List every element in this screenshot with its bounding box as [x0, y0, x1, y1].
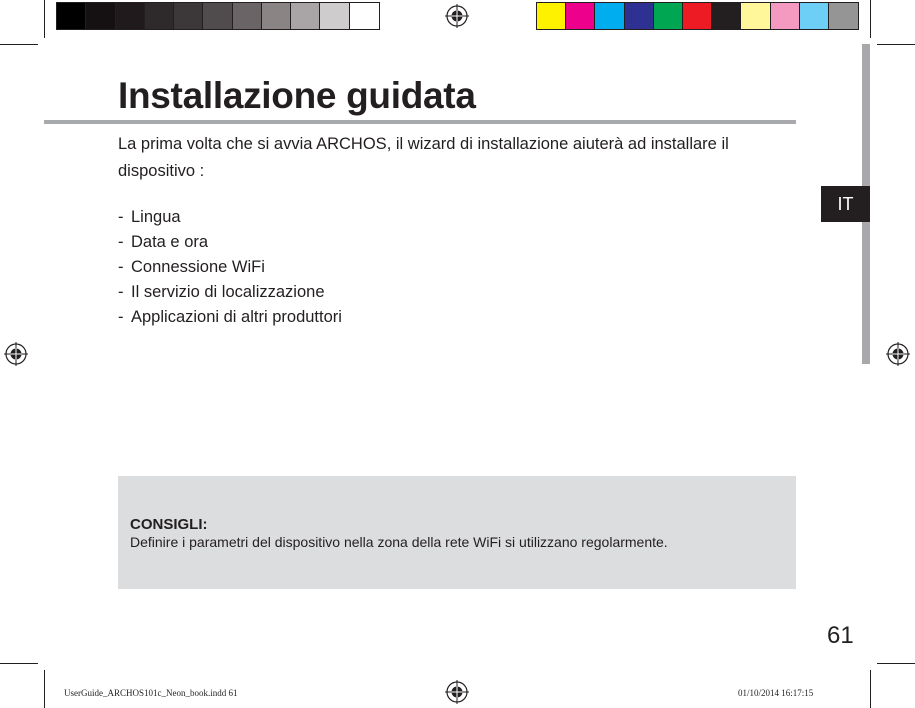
slug-timestamp: 01/10/2014 16:17:15 [738, 688, 814, 698]
page-number: 61 [827, 622, 854, 649]
crop-mark [877, 44, 915, 45]
color-swatch [683, 3, 712, 29]
crop-mark [44, 0, 45, 38]
list-item: - Connessione WiFi [118, 258, 265, 276]
page-title: Installazione guidata [118, 75, 476, 116]
color-swatch [145, 3, 174, 29]
crop-mark [0, 44, 38, 45]
list-item: - Applicazioni di altri produttori [118, 308, 342, 326]
color-swatch [291, 3, 320, 29]
slug-filename: UserGuide_ARCHOS101c_Neon_book.indd 61 [64, 688, 238, 698]
color-swatch [625, 3, 654, 29]
color-swatch [654, 3, 683, 29]
color-swatch [712, 3, 741, 29]
color-swatch [116, 3, 145, 29]
crop-mark [870, 0, 871, 38]
intro-paragraph: La prima volta che si avvia ARCHOS, il wizard di installazione aiuterà ad installare il dispositivo : [118, 135, 729, 180]
language-tab: IT [821, 186, 870, 222]
gray-color-bar [56, 2, 380, 30]
color-swatch [174, 3, 203, 29]
crop-mark [0, 663, 38, 664]
tips-text: Definire i parametri del dispositivo nella zona della rete WiFi si utilizzano regolarmente. [130, 534, 668, 550]
step-label: Data e ora [131, 233, 209, 251]
color-swatch [57, 3, 86, 29]
list-item: - Data e ora [118, 233, 209, 251]
registration-mark-icon [445, 4, 469, 28]
color-swatch [595, 3, 624, 29]
title-divider [44, 120, 796, 124]
process-color-bar [536, 2, 859, 30]
step-label: Il servizio di localizzazione [131, 283, 325, 301]
tips-box [118, 476, 796, 589]
step-label: Connessione WiFi [131, 258, 265, 276]
registration-mark-icon [445, 680, 469, 704]
color-swatch [233, 3, 262, 29]
color-swatch [262, 3, 291, 29]
tips-title: CONSIGLI: [130, 516, 208, 533]
crop-mark [44, 670, 45, 708]
color-swatch [741, 3, 770, 29]
color-swatch [829, 3, 858, 29]
registration-mark-icon [4, 342, 28, 366]
registration-mark-icon [886, 342, 910, 366]
color-swatch [800, 3, 829, 29]
color-swatch [86, 3, 115, 29]
crop-mark [870, 670, 871, 708]
list-item: - Il servizio di localizzazione [118, 283, 325, 301]
color-swatch [203, 3, 232, 29]
color-swatch [320, 3, 349, 29]
color-swatch [350, 3, 379, 29]
list-item: - Lingua [118, 208, 181, 226]
step-label: Applicazioni di altri produttori [131, 308, 342, 326]
color-swatch [771, 3, 800, 29]
step-label: Lingua [131, 208, 181, 226]
setup-steps-list [118, 205, 342, 330]
color-swatch [537, 3, 566, 29]
crop-mark [877, 663, 915, 664]
color-swatch [566, 3, 595, 29]
